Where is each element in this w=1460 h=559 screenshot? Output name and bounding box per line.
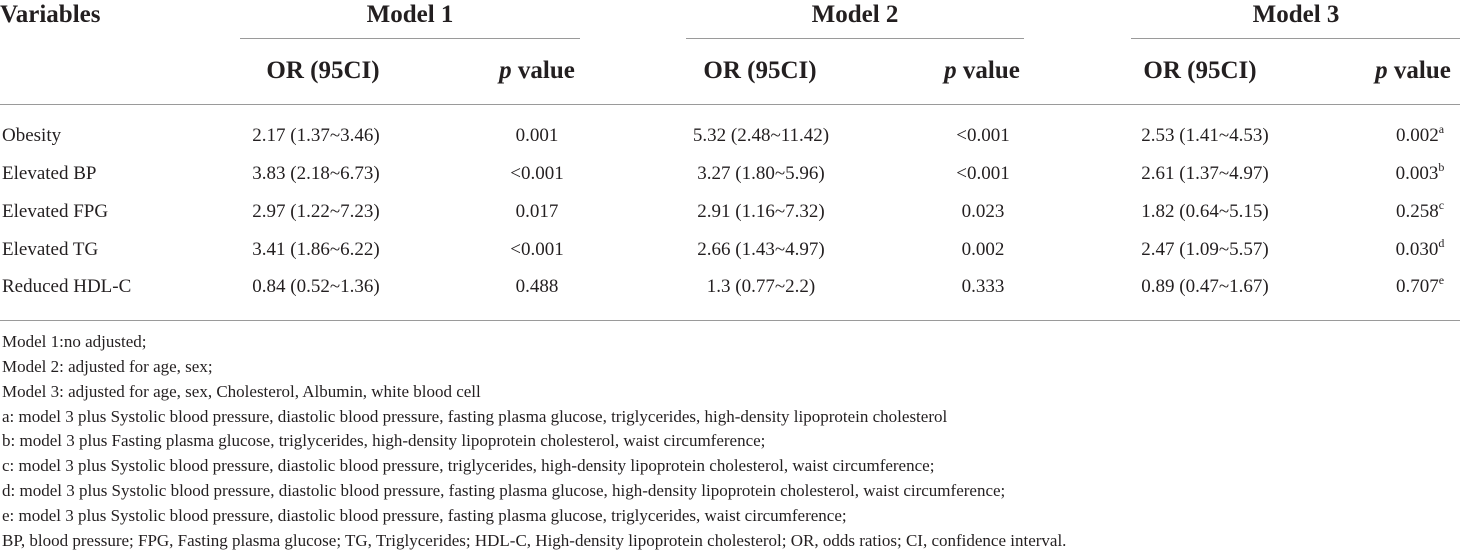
cell-or: 2.61 (1.37~4.97) xyxy=(1141,163,1269,184)
row-variable-reduced-hdl-c: Reduced HDL-C xyxy=(2,276,132,297)
cell-or: 0.84 (0.52~1.36) xyxy=(252,276,380,297)
cell-or: 2.47 (1.09~5.57) xyxy=(1141,239,1269,260)
cell-or: 2.17 (1.37~3.46) xyxy=(252,125,380,146)
header-p-model-2 xyxy=(944,56,1020,86)
model-2-underline xyxy=(686,38,1024,39)
p-value: 0.707 xyxy=(1395,276,1439,297)
cell-p: <0.001 xyxy=(956,125,1010,146)
model-1-underline xyxy=(240,38,580,39)
header-model-1: Model 1 xyxy=(366,1,454,28)
footnote-d: d: model 3 plus Systolic blood pressure, diastolic blood pressure, fasting plasma glucose, high-density lipoprotein cholesterol, waist circumference; xyxy=(2,481,1006,500)
cell-p xyxy=(1396,238,1445,262)
cell-or: 2.91 (1.16~7.32) xyxy=(697,201,825,222)
footnote-marker: d xyxy=(1438,236,1445,250)
header-bottom-rule xyxy=(0,104,1460,105)
row-variable-elevated-tg: Elevated TG xyxy=(2,239,99,260)
footnote-abbreviations: BP, blood pressure; FPG, Fasting plasma glucose; TG, Triglycerides; HDL-C, High-density lipoprotein cholesterol; OR, odds ratios; CI, confidence interval. xyxy=(2,531,1067,550)
cell-p xyxy=(1396,200,1444,224)
header-p-model-1 xyxy=(499,56,575,86)
row-variable-elevated-bp: Elevated BP xyxy=(2,163,97,184)
cell-or: 2.97 (1.22~7.23) xyxy=(252,201,380,222)
cell-or: 3.27 (1.80~5.96) xyxy=(697,163,825,184)
cell-p: 0.017 xyxy=(515,201,559,222)
cell-p: 0.333 xyxy=(961,276,1005,297)
footnote-marker: e xyxy=(1438,273,1445,287)
p-value: 0.002 xyxy=(1395,125,1439,146)
footnote-model-3: Model 3: adjusted for age, sex, Cholesterol, Albumin, white blood cell xyxy=(2,382,481,401)
footnote-c: c: model 3 plus Systolic blood pressure, diastolic blood pressure, triglycerides, high-density lipoprotein cholesterol, waist circumference; xyxy=(2,456,935,475)
p-letter: p xyxy=(499,57,512,84)
footnote-b: b: model 3 plus Fasting plasma glucose, triglycerides, high-density lipoprotein cholesterol, waist circumference; xyxy=(2,431,766,450)
p-letter: p xyxy=(1375,57,1388,84)
row-variable-elevated-fpg: Elevated FPG xyxy=(2,201,109,222)
p-rest: value xyxy=(956,57,1020,84)
cell-or: 1.3 (0.77~2.2) xyxy=(706,276,816,297)
cell-p: <0.001 xyxy=(956,163,1010,184)
p-value: 0.258 xyxy=(1395,201,1439,222)
cell-p xyxy=(1396,162,1445,186)
footnote-model-1: Model 1:no adjusted; xyxy=(2,332,147,351)
footnote-a: a: model 3 plus Systolic blood pressure, diastolic blood pressure, fasting plasma glucose, triglycerides, high-density lipoprotein cholesterol xyxy=(2,407,948,426)
p-rest: value xyxy=(1387,57,1451,84)
cell-or: 1.82 (0.64~5.15) xyxy=(1141,201,1269,222)
cell-p: 0.023 xyxy=(961,201,1005,222)
header-variables: Variables xyxy=(0,1,101,28)
p-rest: value xyxy=(511,57,575,84)
cell-p: <0.001 xyxy=(510,239,564,260)
cell-or: 3.41 (1.86~6.22) xyxy=(252,239,380,260)
cell-p: <0.001 xyxy=(510,163,564,184)
p-value: 0.030 xyxy=(1395,239,1439,260)
p-letter: p xyxy=(944,57,957,84)
header-or-model-1: OR (95CI) xyxy=(266,57,380,84)
cell-or: 2.66 (1.43~4.97) xyxy=(697,239,825,260)
row-variable-obesity: Obesity xyxy=(2,125,62,146)
p-value: 0.003 xyxy=(1395,163,1439,184)
cell-p: 0.002 xyxy=(961,239,1005,260)
header-model-2: Model 2 xyxy=(811,1,899,28)
footnote-marker: a xyxy=(1438,122,1445,136)
cell-p xyxy=(1396,275,1444,299)
header-or-model-3: OR (95CI) xyxy=(1143,57,1257,84)
cell-or: 2.53 (1.41~4.53) xyxy=(1141,125,1269,146)
footnote-marker: b xyxy=(1438,160,1445,174)
header-model-3: Model 3 xyxy=(1252,1,1340,28)
model-3-underline xyxy=(1131,38,1460,39)
cell-p: 0.001 xyxy=(515,125,559,146)
footnote-e: e: model 3 plus Systolic blood pressure, diastolic blood pressure, fasting plasma glucose, triglycerides, waist circumference; xyxy=(2,506,847,525)
cell-p xyxy=(1396,124,1444,148)
header-or-model-2: OR (95CI) xyxy=(703,57,817,84)
footnote-model-2: Model 2: adjusted for age, sex; xyxy=(2,357,213,376)
footnote-marker: c xyxy=(1438,198,1445,212)
cell-p: 0.488 xyxy=(515,276,559,297)
table-bottom-rule xyxy=(0,320,1460,321)
cell-or: 5.32 (2.48~11.42) xyxy=(692,125,830,146)
cell-or: 3.83 (2.18~6.73) xyxy=(252,163,380,184)
header-p-model-3 xyxy=(1375,56,1451,86)
cell-or: 0.89 (0.47~1.67) xyxy=(1141,276,1269,297)
